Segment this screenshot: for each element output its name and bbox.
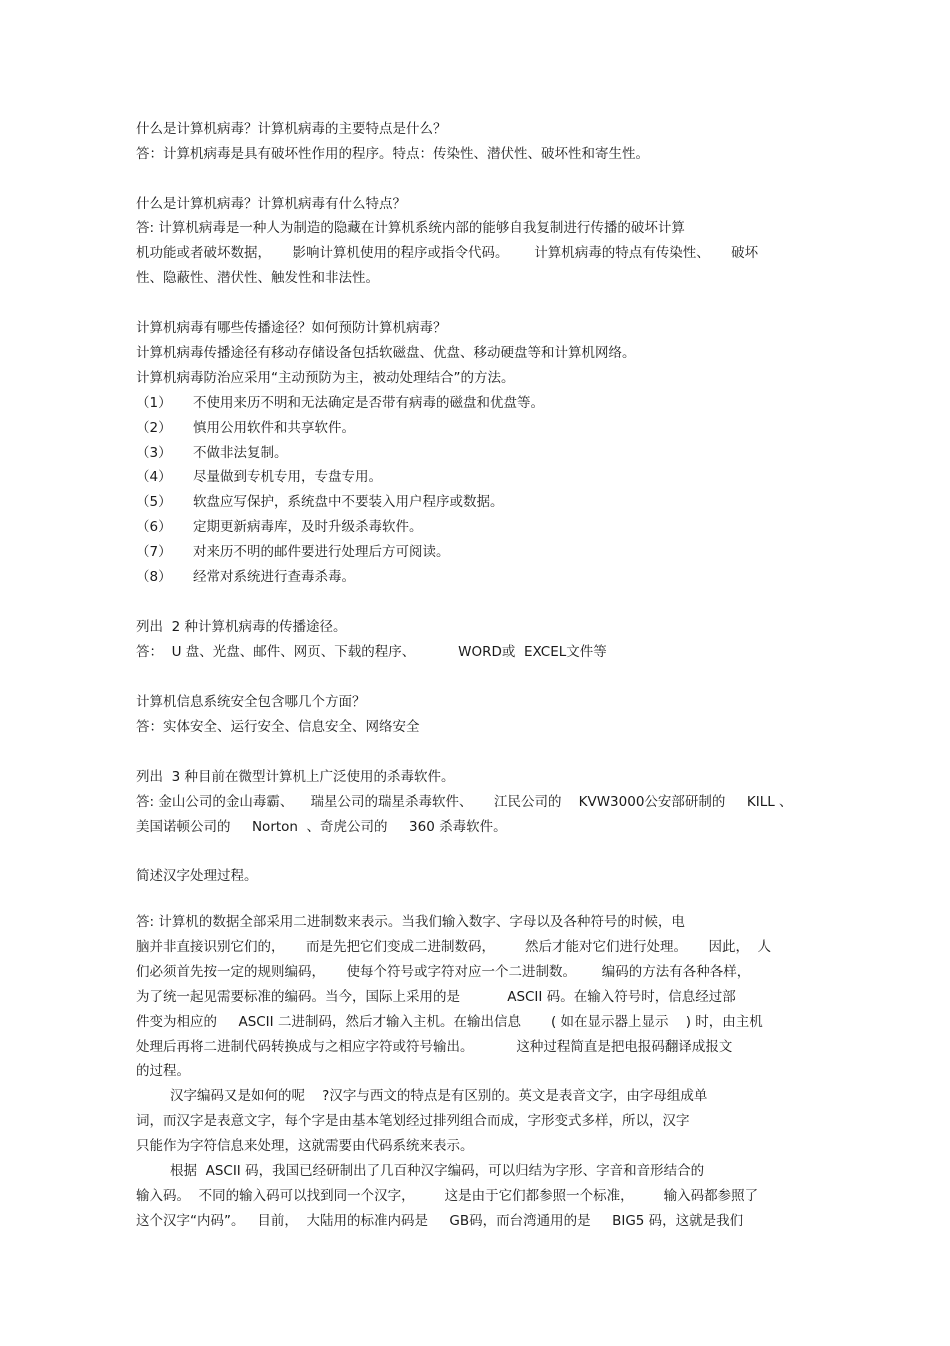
answer-line: 答: 计算机病毒是一种人为制造的隐藏在计算机系统内部的能够自我复制进行传播的破坏计算 xyxy=(136,220,685,236)
list-item-number: （7） xyxy=(136,544,172,560)
text-line: 件变为相应的 ASCII 二进制码，然后才输入主机。在输出信息 ( 如在显示器上显示 ) 时，由主机 xyxy=(136,1014,763,1030)
text-line: 计算机病毒防治应采用“主动预防为主，被动处理结合”的方法。 xyxy=(136,370,515,386)
text-line: 们必须首先按一定的规则编码， 使每个符号或字符对应一个二进制数。 编码的方法有各种各样， xyxy=(136,964,751,980)
answer-line: 答: 金山公司的金山毒霸、 瑞星公司的瑞星杀毒软件、 江民公司的 KVW3000公安部研制的 KILL 、 xyxy=(136,794,793,810)
list-item-text: 不做非法复制。 xyxy=(193,445,288,461)
list-item-text: 经常对系统进行查毒杀毒。 xyxy=(193,569,355,585)
list-item-text: 不使用来历不明和无法确定是否带有病毒的磁盘和优盘等。 xyxy=(193,395,544,411)
question-line: 什么是计算机病毒？计算机病毒有什么特点？ xyxy=(136,196,406,212)
text-line: 为了统一起见需要标准的编码。当今，国际上采用的是 ASCII 码。在输入符号时，信息经过部 xyxy=(136,989,736,1005)
answer-line: 答：计算机病毒是具有破坏性作用的程序。特点：传染性、潜伏性、破坏性和寄生性。 xyxy=(136,146,649,162)
text-line: 美国诺顿公司的 Norton 、奇虎公司的 360 杀毒软件。 xyxy=(136,819,507,835)
paragraph-start-line: 根据 ASCII 码，我国已经研制出了几百种汉字编码，可以归结为字形、字音和音形结合的 xyxy=(170,1163,705,1179)
list-item-text: 慎用公用软件和共享软件。 xyxy=(193,420,355,436)
text-line: 处理后再将二进制代码转换成与之相应字符或符号输出。 这种过程简直是把电报码翻译成报文 xyxy=(136,1039,733,1055)
list-item-text: 尽量做到专机专用，专盘专用。 xyxy=(193,469,382,485)
question-line: 计算机信息系统安全包含哪几个方面？ xyxy=(136,694,366,710)
question-line: 简述汉字处理过程。 xyxy=(136,868,258,884)
list-item-number: （5） xyxy=(136,494,172,510)
list-item-number: （8） xyxy=(136,569,172,585)
list-item-number: （3） xyxy=(136,445,172,461)
paragraph-start-line: 汉字编码又是如何的呢 ?汉字与西文的特点是有区别的。英文是表音文字，由字母组成单 xyxy=(170,1088,708,1104)
question-line: 列出 3 种目前在微型计算机上广泛使用的杀毒软件。 xyxy=(136,769,455,785)
list-item-number: （1） xyxy=(136,395,172,411)
text-line: 这个汉字“内码”。 目前， 大陆用的标准内码是 GB码，而台湾通用的是 BIG5 码，这就是我们 xyxy=(136,1213,744,1229)
text-line: 性、隐蔽性、潜伏性、触发性和非法性。 xyxy=(136,270,379,286)
answer-line: 答：实体安全、运行安全、信息安全、网络安全 xyxy=(136,719,420,735)
text-line: 输入码。 不同的输入码可以找到同一个汉字， 这是由于它们都参照一个标准， 输入码都参照了 xyxy=(136,1188,759,1204)
question-line: 计算机病毒有哪些传播途径？如何预防计算机病毒？ xyxy=(136,320,447,336)
question-line: 什么是计算机病毒？计算机病毒的主要特点是什么？ xyxy=(136,121,447,137)
question-line: 列出 2 种计算机病毒的传播途径。 xyxy=(136,619,347,635)
text-line: 词，而汉字是表意文字，每个字是由基本笔划经过排列组合而成，字形变式多样，所以，汉字 xyxy=(136,1113,690,1129)
list-item-number: （6） xyxy=(136,519,172,535)
answer-line: 答: 计算机的数据全部采用二进制数来表示。当我们输入数字、字母以及各种符号的时候，电 xyxy=(136,914,685,930)
list-item-text: 软盘应写保护，系统盘中不要装入用户程序或数据。 xyxy=(193,494,504,510)
text-line: 脑并非直接识别它们的， 而是先把它们变成二进制数码， 然后才能对它们进行处理。 因此， 人 xyxy=(136,939,772,955)
text-line: 机功能或者破坏数据， 影响计算机使用的程序或指令代码。 计算机病毒的特点有传染性、 破坏 xyxy=(136,245,759,261)
text-line: 计算机病毒传播途径有移动存储设备包括软磁盘、优盘、移动硬盘等和计算机网络。 xyxy=(136,345,636,361)
answer-line: 答： U 盘、光盘、邮件、网页、下载的程序、 WORD或 EXCEL文件等 xyxy=(136,644,607,660)
list-item-text: 对来历不明的邮件要进行处理后方可阅读。 xyxy=(193,544,450,560)
text-line: 的过程。 xyxy=(136,1063,190,1079)
list-item-text: 定期更新病毒库，及时升级杀毒软件。 xyxy=(193,519,423,535)
list-item-number: （4） xyxy=(136,469,172,485)
list-item-number: （2） xyxy=(136,420,172,436)
text-line: 只能作为字符信息来处理，这就需要由代码系统来表示。 xyxy=(136,1138,474,1154)
